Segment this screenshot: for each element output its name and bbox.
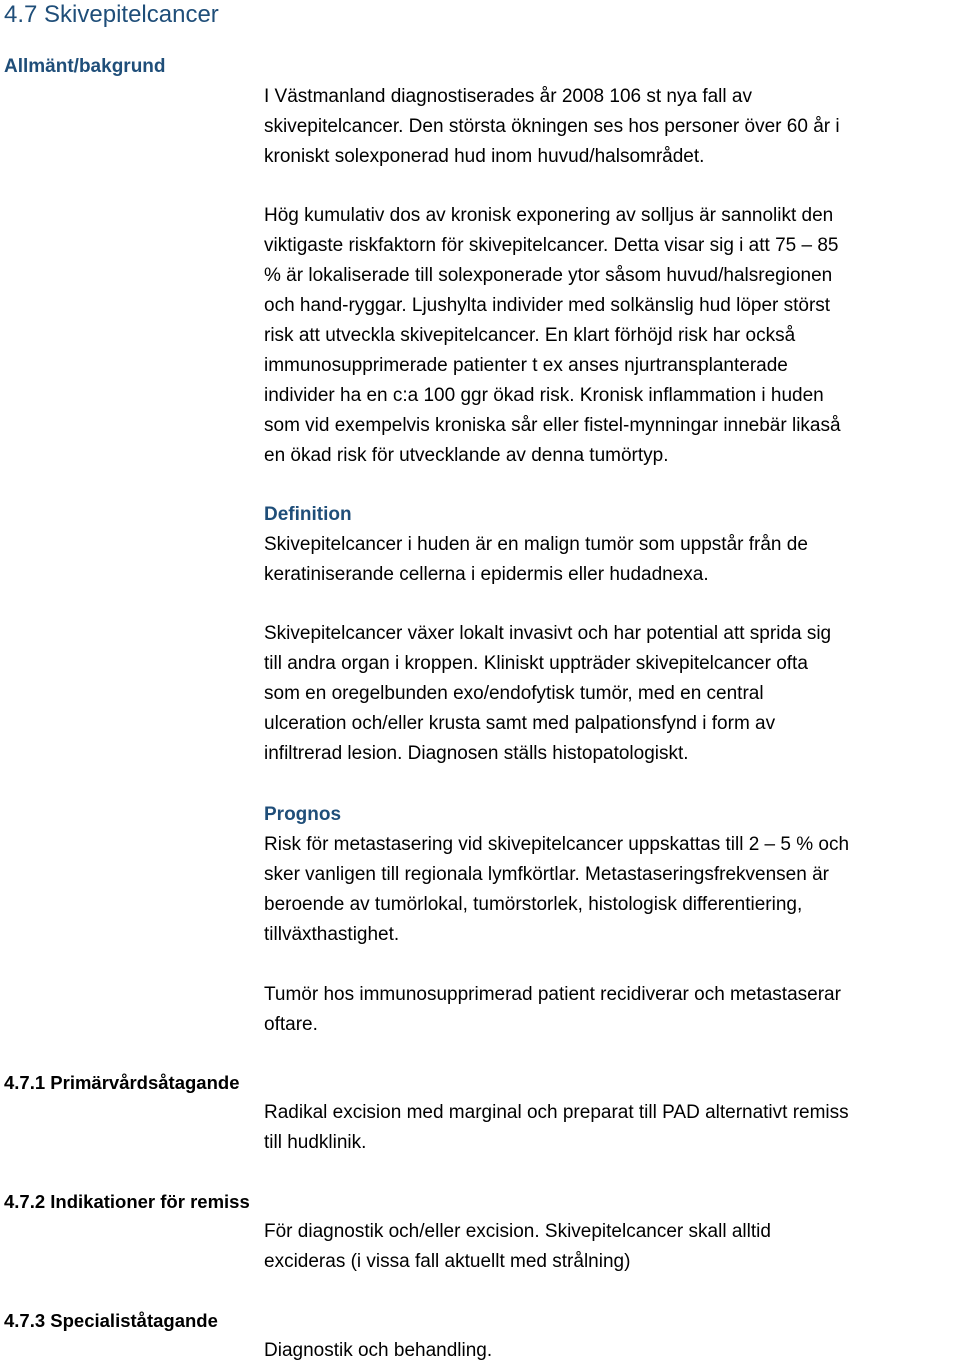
text-line: skivepitelcancer. Den största ökningen ses hos personer över 60 år i	[264, 116, 840, 137]
text-line: immunosupprimerade patienter t ex anses njurtransplanterade	[264, 355, 788, 376]
text-line: Skivepitelcancer växer lokalt invasivt och har potential att sprida sig	[264, 623, 832, 644]
text-line: Hög kumulativ dos av kronisk exponering av solljus är sannolikt den	[264, 205, 834, 226]
text-line: risk att utveckla skivepitelcancer. En klart förhöjd risk har också	[264, 325, 796, 346]
text-line: en ökad risk för utvecklande av denna tumörtyp.	[264, 445, 669, 466]
prognos-label: Prognos	[264, 804, 342, 825]
indikationer-paragraph	[264, 1217, 954, 1277]
text-line: För diagnostik och/eller excision. Skivepitelcancer skall alltid	[264, 1221, 771, 1242]
text-line: viktigaste riskfaktorn för skivepitelcancer. Detta visar sig i att 75 – 85	[264, 235, 839, 256]
page-title: 4.7 Skivepitelcancer	[4, 1, 219, 28]
text-line: Radikal excision med marginal och preparat till PAD alternativt remiss	[264, 1102, 849, 1123]
definition-paragraph-2	[264, 619, 954, 769]
heading-specialist: 4.7.3 Specialiståtagande	[4, 1310, 218, 1331]
heading-primarvard: 4.7.1 Primärvårdsåtagande	[4, 1072, 240, 1093]
text-line: individer ha en c:a 100 ggr ökad risk. Kronisk inflammation i huden	[264, 385, 824, 406]
text-line: excideras (i vissa fall aktuellt med strålning)	[264, 1251, 631, 1272]
text-line: Tumör hos immunosupprimerad patient recidiverar och metastaserar	[264, 984, 841, 1005]
text-line: keratiniserande cellerna i epidermis eller hudadnexa.	[264, 564, 709, 585]
text-line: kroniskt solexponerad hud inom huvud/halsområdet.	[264, 146, 705, 167]
text-line: som vid exempelvis kroniska sår eller fistel-mynningar innebär likaså	[264, 415, 841, 436]
heading-indikationer: 4.7.2 Indikationer för remiss	[4, 1191, 250, 1212]
text-line: % är lokaliserade till solexponerade ytor såsom huvud/halsregionen	[264, 265, 833, 286]
text-line: beroende av tumörlokal, tumörstorlek, histologisk differentiering,	[264, 894, 803, 915]
text-line: till andra organ i kroppen. Kliniskt uppträder skivepitelcancer ofta	[264, 653, 808, 674]
text-line: oftare.	[264, 1014, 318, 1035]
prognos-section	[264, 800, 954, 950]
text-line: Risk för metastasering vid skivepitelcancer uppskattas till 2 – 5 % och	[264, 834, 850, 855]
primarvard-paragraph	[264, 1098, 954, 1158]
background-paragraph-1	[264, 82, 954, 172]
text-line: sker vanligen till regionala lymfkörtlar. Metastaseringsfrekvensen är	[264, 864, 829, 885]
definition-section	[264, 500, 954, 590]
text-line: som en oregelbunden exo/endofytisk tumör, med en central	[264, 683, 764, 704]
definition-label: Definition	[264, 504, 352, 525]
text-line: tillväxthastighet.	[264, 924, 400, 945]
prognos-paragraph-2	[264, 980, 954, 1040]
background-paragraph-2	[264, 201, 954, 471]
text-line: infiltrerad lesion. Diagnosen ställs histopatologiskt.	[264, 743, 689, 764]
text-line: Diagnostik och behandling.	[264, 1340, 493, 1361]
specialist-paragraph	[264, 1336, 954, 1366]
text-line: till hudklinik.	[264, 1132, 367, 1153]
text-line: Skivepitelcancer i huden är en malign tumör som uppstår från de	[264, 534, 808, 555]
text-line: ulceration och/eller krusta samt med palpationsfynd i form av	[264, 713, 776, 734]
heading-background: Allmänt/bakgrund	[4, 56, 166, 77]
text-line: och hand-ryggar. Ljushylta individer med solkänslig hud löper störst	[264, 295, 831, 316]
text-line: I Västmanland diagnostiserades år 2008 106 st nya fall av	[264, 86, 752, 107]
